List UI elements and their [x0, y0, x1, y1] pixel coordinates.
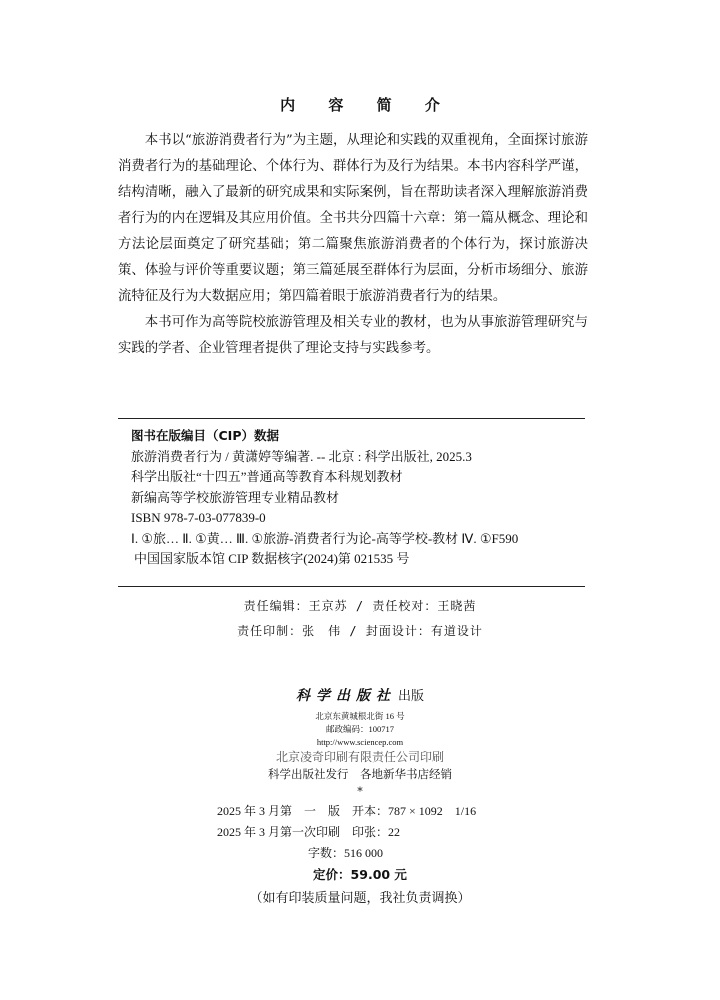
price: 定价：59.00 元: [313, 867, 407, 882]
editor-credits: [0, 594, 720, 644]
separator-asterisk: *: [357, 785, 363, 798]
editor-credits-line-2: 责任印制：张 伟 / 封面设计：有道设计: [237, 624, 483, 638]
cip-heading: 图书在版编目（CIP）数据: [131, 428, 279, 443]
cip-classification: Ⅰ. ①旅… Ⅱ. ①黄… Ⅲ. ①旅游-消费者行为论-高等学校-教材 Ⅳ. ①F590: [131, 530, 519, 546]
cip-series-line-2: 新编高等学校旅游管理专业精品教材: [131, 489, 340, 505]
cip-series-line-1: 科学出版社“十四五”普通高等教育本科规划教材: [131, 469, 403, 484]
distribution-line: 科学出版社发行 各地新华书店经销: [268, 767, 452, 781]
cip-top-rule: [118, 418, 585, 419]
publisher-suffix: 出版: [397, 689, 424, 704]
editor-credits-line-1: 责任编辑：王京苏 / 责任校对：王晓茜: [243, 599, 477, 613]
cip-isbn: ISBN 978-7-03-077839-0: [131, 510, 266, 525]
publisher-name: [0, 687, 720, 706]
intro-paragraph-2: 本书可作为高等院校旅游管理及相关专业的教材，也为从事旅游管理研究与实践的学者、企业管理者提供了理论支持与实践参考。: [118, 315, 588, 356]
publisher-address: 北京东黄城根北街 16 号: [315, 711, 405, 721]
cip-record-number: 中国国家版本馆 CIP 数据核字(2024)第 021535 号: [134, 551, 410, 566]
printing-line: 2025 年 3 月第一次印刷 印张：22: [217, 825, 401, 839]
intro-paragraph-1: 本书以“旅游消费者行为”为主题，从理论和实践的双重视角，全面探讨旅游消费者行为的基础理论、个体行为、群体行为及行为结果。本书内容科学严谨，结构清晰，融入了最新的研究成果和实际案例，旨在帮助读者深入理解旅游消费者行为的内在逻辑及其应用价值。全书共分四篇十六章：第一篇从概念、理论和方法论层面奠定了研究基础；第二篇聚焦旅游消费者的个体行为，探讨旅游决策、体验与评价等重要议题；第三篇延展至群体行为层面，分析市场细分、旅游流特征及行为大数据应用；第四篇着眼于旅游消费者行为的结果。: [118, 133, 588, 304]
publication-specs: [0, 801, 720, 909]
cip-title-line: 旅游消费者行为 / 黄潇婷等编著. -- 北京 : 科学出版社, 2025.3: [131, 448, 472, 464]
publisher-postcode: 邮政编码：100717: [325, 724, 394, 734]
cip-block: [131, 426, 591, 570]
cip-bottom-rule: [118, 586, 585, 587]
introduction: [118, 128, 588, 362]
word-count: 字数：516 000: [308, 846, 384, 860]
edition-line: 2025 年 3 月第 一 版 开本：787 × 1092 1/16: [217, 804, 477, 818]
page-title: 内 容 简 介: [280, 96, 454, 114]
publisher-block: [0, 687, 720, 801]
quality-note: （如有印装质量问题，我社负责调换）: [249, 891, 471, 906]
printer-line: 北京凌奇印刷有限责任公司印刷: [275, 750, 444, 764]
publisher-url: http://www.sciencep.com: [316, 737, 404, 747]
publisher-brand: 科学出版社: [295, 688, 396, 704]
